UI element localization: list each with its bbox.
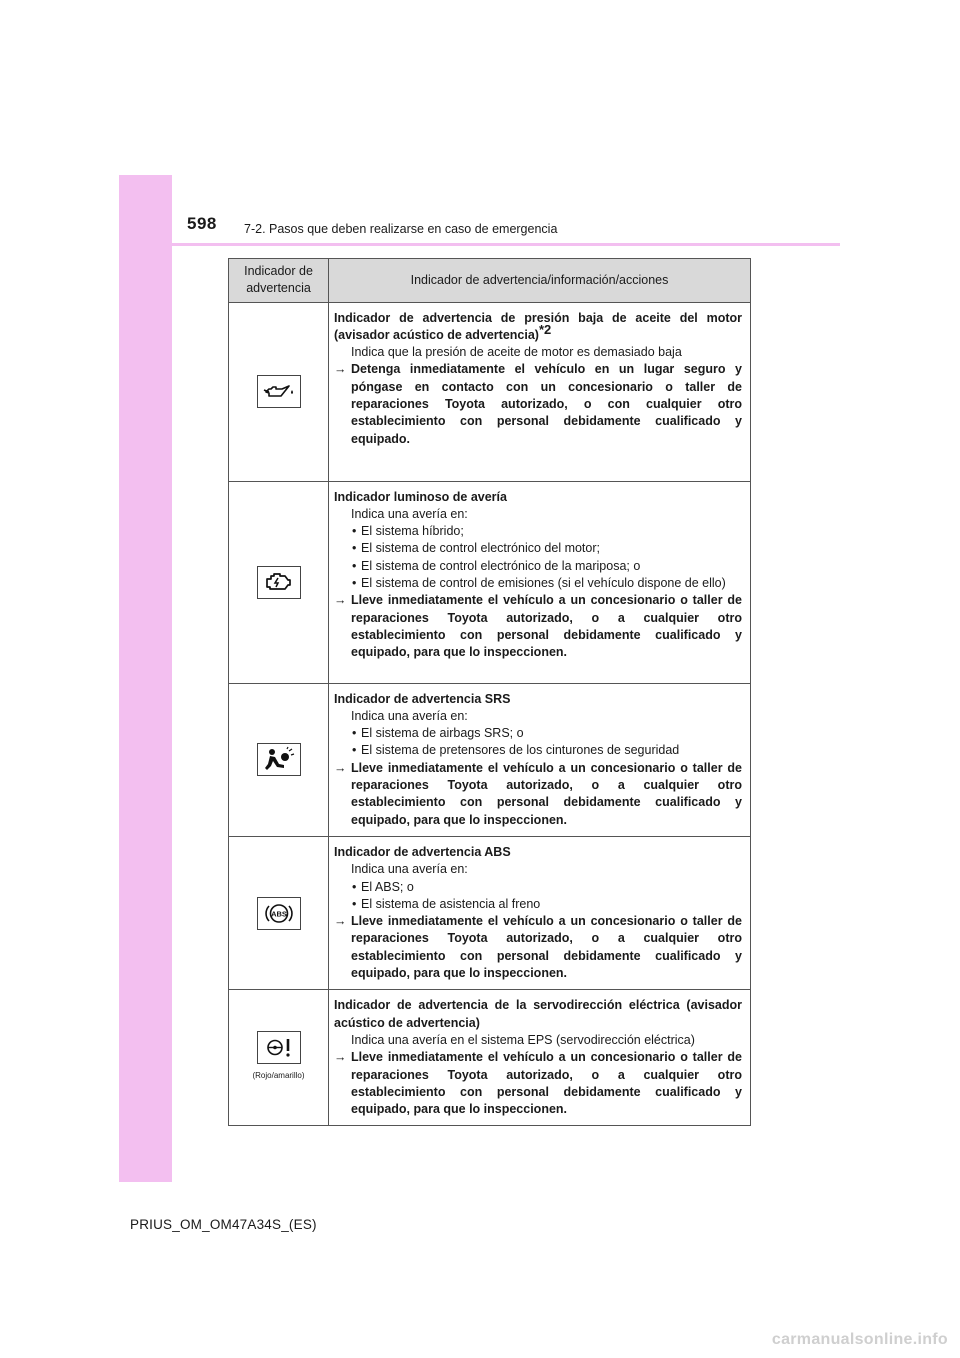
srs-airbag-icon: [257, 743, 301, 776]
list-item: • El sistema híbrido;: [334, 523, 742, 540]
list-item: • El ABS; o: [334, 879, 742, 896]
footer-document-code: PRIUS_OM_OM47A34S_(ES): [130, 1217, 317, 1232]
icon-caption: (Rojo/amarillo): [252, 1071, 305, 1081]
indicator-description: Indica una avería en el sistema EPS (servodirección eléctrica): [351, 1032, 695, 1047]
list-item: • El sistema de airbags SRS; o: [334, 725, 742, 742]
abs-icon-label: ABS: [270, 909, 287, 919]
check-engine-icon: [257, 566, 301, 599]
list-item: • El sistema de asistencia al freno: [334, 896, 742, 913]
column-header-actions: Indicador de advertencia/información/acciones: [329, 259, 751, 303]
list-item: • El sistema de control electrónico de la mariposa; o: [334, 558, 742, 575]
indicator-description: Indica una avería en:: [351, 862, 468, 877]
list-item: • El sistema de pretensores de los cinturones de seguridad: [334, 742, 742, 759]
indicator-description: Indica una avería en:: [351, 506, 468, 521]
footnote-marker: *2: [538, 321, 552, 337]
warning-indicator-table: [228, 258, 751, 1126]
section-title: 7-2. Pasos que deben realizarse en caso de emergencia: [244, 222, 558, 236]
column-header-indicator: Indicador de advertencia: [229, 259, 329, 303]
list-item: • El sistema de control electrónico del motor;: [334, 540, 742, 557]
action-text: → Lleve inmediatamente el vehículo a un concesionario o taller de reparaciones Toyota autorizado, o a cualquier otro establecimiento con personal debidamente cualificado y equipado, para que lo inspeccionen.: [334, 913, 742, 982]
table-row: [229, 836, 751, 989]
page-number: 598: [187, 214, 217, 233]
action-text: → Lleve inmediatamente el vehículo a un concesionario o taller de reparaciones Toyota autorizado, o a cualquier otro establecimiento con personal debidamente cualificado y equipado, para que lo inspeccionen.: [334, 592, 742, 661]
watermark: carmanualsonline.info: [771, 1331, 948, 1348]
action-text: → Detenga inmediatamente el vehículo en un lugar seguro y póngase en contacto con un concesionario o taller de reparaciones Toyota autorizado, o con cualquier otro establecimiento con personal debidamente cualificado y equipado.: [334, 361, 742, 447]
indicator-title: Indicador de advertencia SRS: [334, 691, 511, 706]
table-header-row: [229, 259, 751, 303]
action-text: → Lleve inmediatamente el vehículo a un concesionario o taller de reparaciones Toyota autorizado, o a cualquier otro establecimiento con personal debidamente cualificado y equipado, para que lo inspeccionen.: [334, 760, 742, 829]
table-row: [229, 990, 751, 1126]
table-row: [229, 481, 751, 683]
table-row: [229, 302, 751, 481]
indicator-title: Indicador de advertencia ABS: [334, 844, 511, 859]
indicator-description: Indica que la presión de aceite de motor es demasiado baja: [351, 345, 682, 360]
abs-icon: [257, 897, 301, 930]
header-divider: [119, 243, 840, 246]
action-text: → Lleve inmediatamente el vehículo a un concesionario o taller de reparaciones Toyota autorizado, o a cualquier otro establecimiento con personal debidamente cualificado y equipado, para que lo inspeccionen.: [334, 1049, 742, 1118]
chapter-sidebar-tab: [119, 175, 172, 1182]
indicator-title: Indicador luminoso de avería: [334, 489, 507, 504]
indicator-description: Indica una avería en:: [351, 708, 468, 723]
list-item: • El sistema de control de emisiones (si el vehículo dispone de ello): [334, 575, 742, 592]
steering-warning-icon: [257, 1031, 301, 1064]
oil-pressure-icon: [257, 375, 301, 408]
indicator-title: Indicador de advertencia de la servodirección eléctrica (avisador acústico de advertencia): [334, 998, 742, 1030]
indicator-title: Indicador de advertencia de presión baja de aceite del motor (avisador acústico de advertencia)$^{*2}$: [334, 310, 742, 342]
table-row: [229, 683, 751, 836]
